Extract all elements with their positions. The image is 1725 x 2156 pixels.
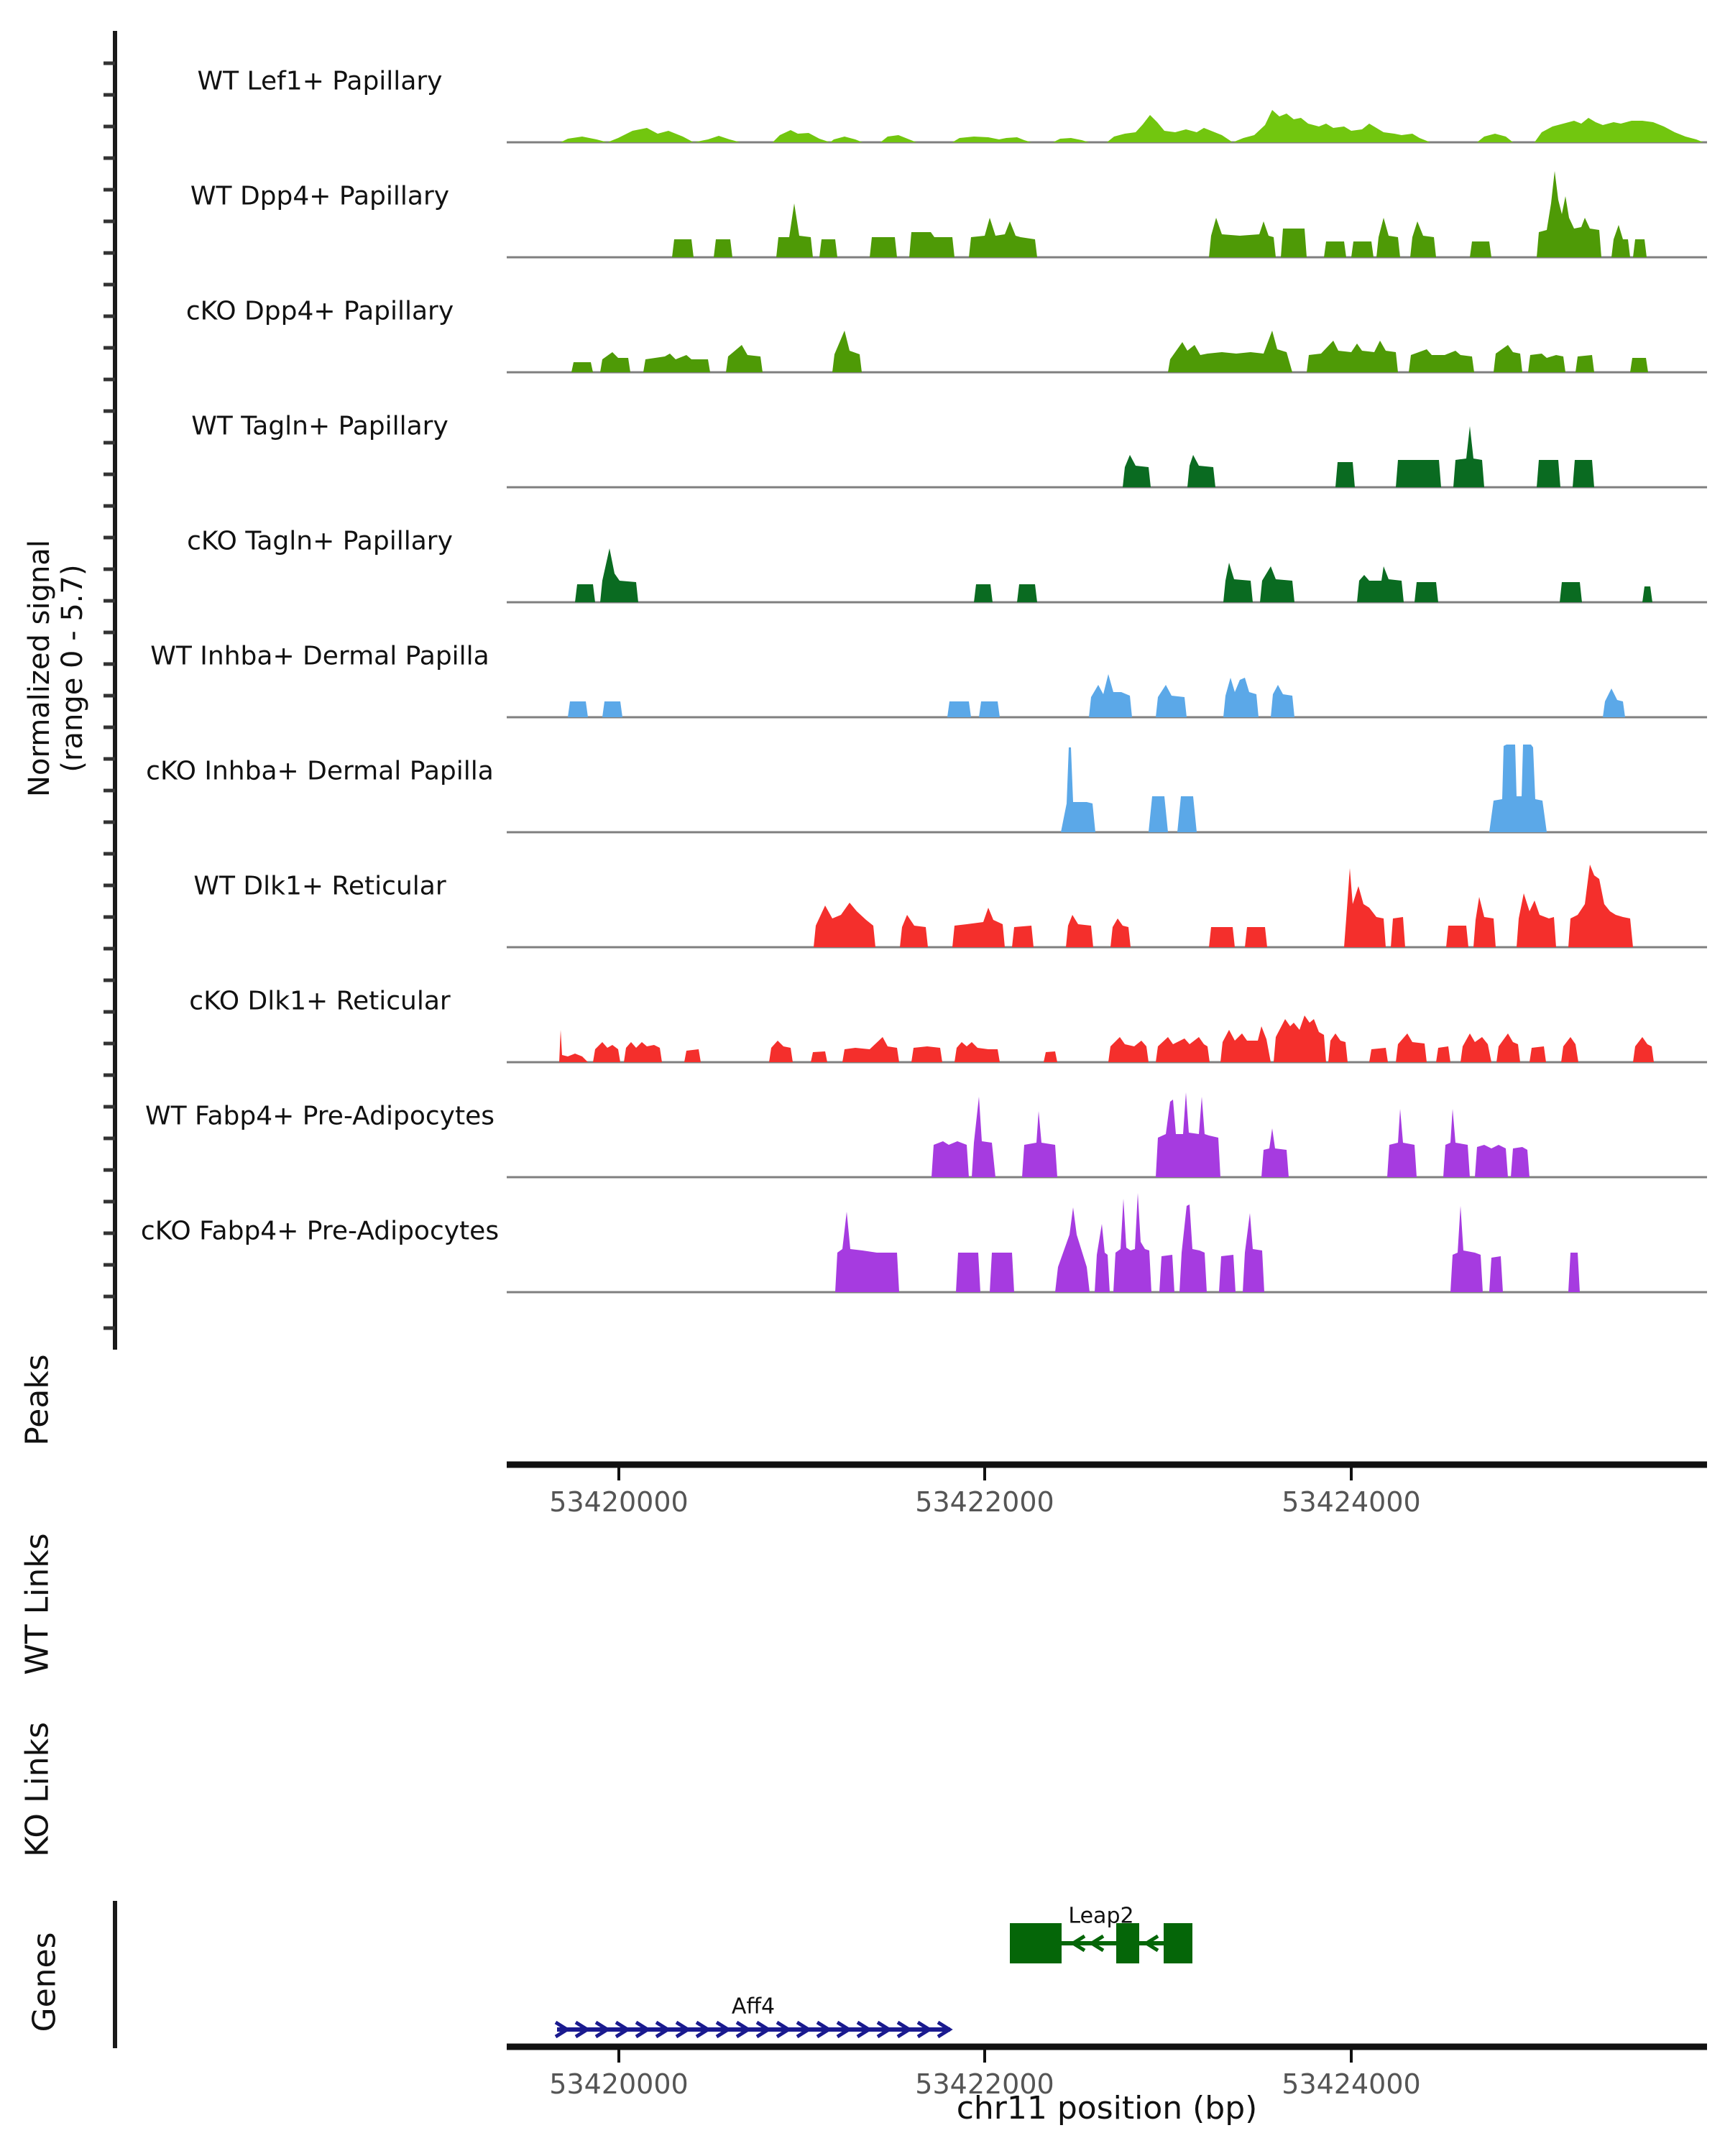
coverage-track-area — [507, 1015, 1707, 1062]
genome-axis-tick-label: 53420000 — [549, 1486, 689, 1518]
genome-axis-tick-label: 53422000 — [915, 2068, 1054, 2100]
gene-name-label: Leap2 — [1068, 1903, 1134, 1929]
track-label: WT Lef1+ Papillary — [197, 66, 443, 96]
coverage-track-area — [507, 110, 1707, 142]
coverage-track-area — [507, 331, 1707, 372]
track-label: cKO Dpp4+ Papillary — [185, 296, 454, 326]
y-axis-label-line1: Normalized signal — [23, 540, 56, 797]
wt-links-section-label: WT Links — [19, 1533, 56, 1675]
coverage-track-area — [507, 171, 1707, 257]
track-label: cKO Inhba+ Dermal Papilla — [146, 756, 494, 786]
track-label: WT Inhba+ Dermal Papilla — [150, 641, 489, 671]
genome-axis-tick-label: 53420000 — [549, 2068, 689, 2100]
gene-exon — [1116, 1923, 1139, 1963]
gene-exon — [1164, 1923, 1192, 1963]
coverage-track-area — [507, 548, 1707, 602]
track-label: cKO Dlk1+ Reticular — [189, 986, 451, 1016]
coverage-track-area — [507, 1092, 1707, 1177]
genes-section-label: Genes — [26, 1932, 63, 2032]
ko-links-section-label: KO Links — [19, 1721, 56, 1858]
y-axis-label — [23, 540, 89, 797]
track-label: WT Dpp4+ Papillary — [190, 181, 450, 211]
gene-exon — [1010, 1923, 1062, 1963]
track-label: WT Tagln+ Papillary — [191, 411, 448, 441]
peaks-section-label: Peaks — [19, 1354, 56, 1446]
y-axis-label-line2: (range 0 - 5.7) — [56, 564, 89, 773]
track-label: cKO Fabp4+ Pre-Adipocytes — [140, 1216, 500, 1246]
coverage-track-area — [507, 426, 1707, 487]
gene-name-label: Aff4 — [731, 1994, 776, 2019]
genome-axis-tick-label: 53422000 — [915, 1486, 1054, 1518]
track-label: WT Fabp4+ Pre-Adipocytes — [145, 1101, 494, 1131]
coverage-track-area — [507, 674, 1707, 717]
coverage-track-area — [507, 1193, 1707, 1292]
genome-axis-tick-label: 53424000 — [1282, 1486, 1421, 1518]
coverage-track-area — [507, 865, 1707, 947]
coverage-track-area — [507, 745, 1707, 832]
x-axis-title: chr11 position (bp) — [956, 2090, 1258, 2127]
track-label: WT Dlk1+ Reticular — [193, 871, 446, 901]
genome-axis-tick-label: 53424000 — [1282, 2068, 1421, 2100]
track-label: cKO Tagln+ Papillary — [187, 526, 453, 556]
